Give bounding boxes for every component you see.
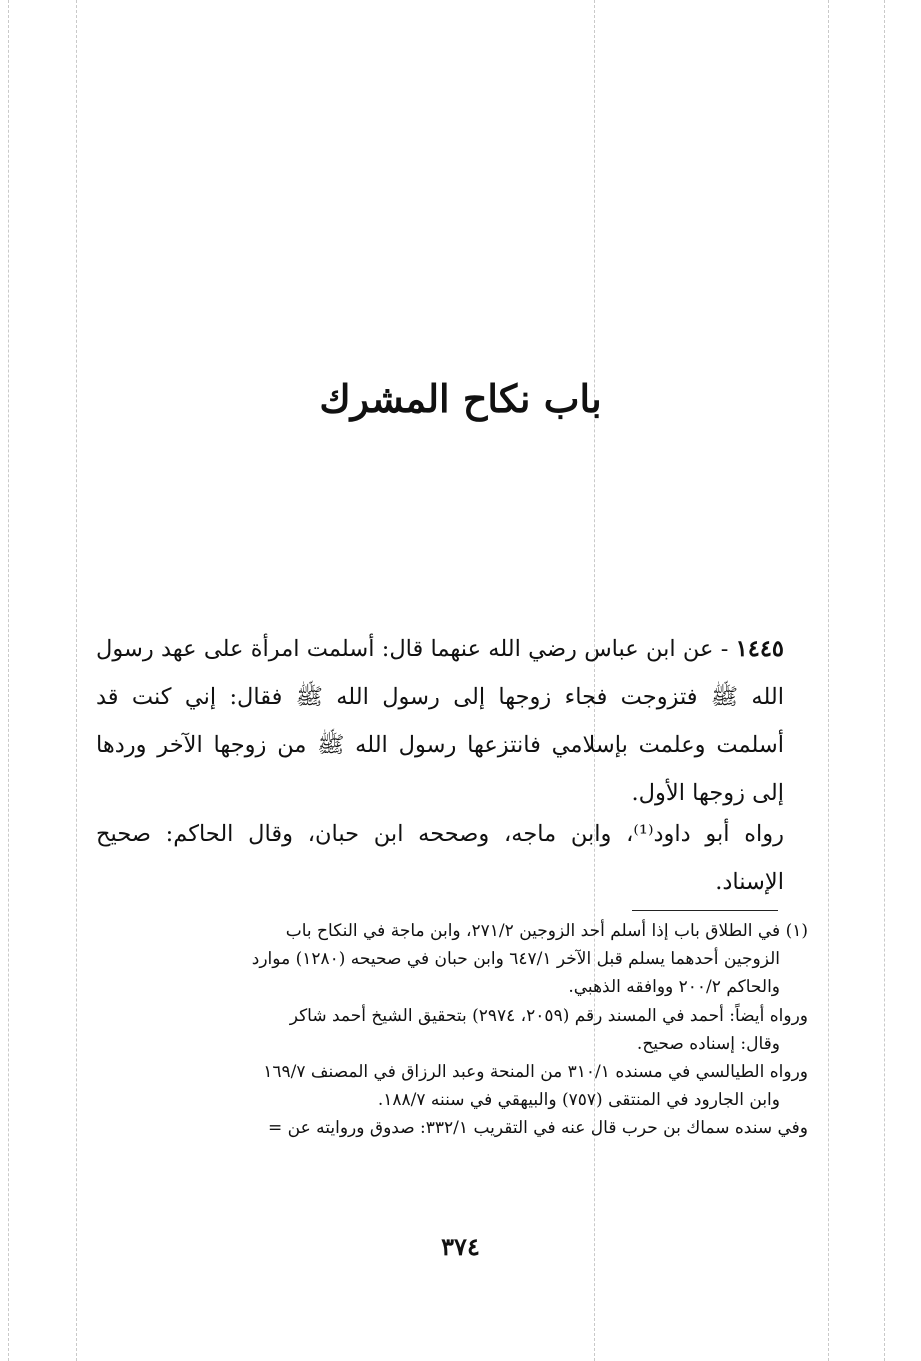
chapter-title: باب نكاح المشرك <box>319 376 602 421</box>
page-number: ٣٧٤ <box>441 1232 480 1261</box>
footnote-line: الزوجين أحدهما يسلم قبل الآخر ٦٤٧/١ وابن حبان في صحيحه (١٢٨٠) موارد <box>251 949 780 970</box>
footnote-line: وقال: إسناده صحيح. <box>636 1033 780 1054</box>
hadith-paragraph <box>96 625 784 817</box>
footnote-line: ورواه أيضاً: أحمد في المسند رقم (٢٠٥٩، ٢٩٧٤) بتحقيق الشيخ أحمد شاكر <box>289 1005 808 1026</box>
footnote-line: والحاكم ٢٠٠/٢ ووافقه الذهبي. <box>568 977 780 998</box>
footnotes <box>92 917 808 1143</box>
footnote-line: (١) في الطلاق باب إذا أسلم أحد الزوجين ٢٧١/٢، وابن ماجة في النكاح باب <box>285 921 808 941</box>
footnote-line: وفي سنده سماك بن حرب قال عنه في التقريب ٣٣٢/١: صدوق وروايته عن = <box>268 1118 808 1139</box>
footnote-line: ورواه الطيالسي في مسنده ٣١٠/١ من المنحة وعبد الرزاق في المصنف ١٦٩/٧ <box>263 1062 808 1083</box>
footnote-divider <box>632 910 778 911</box>
scan-guide-line <box>76 0 77 1361</box>
scan-guide-line <box>884 0 885 1361</box>
scan-guide-line <box>828 0 829 1361</box>
scan-guide-line <box>8 0 9 1361</box>
footnote-line: وابن الجارود في المنتقى (٧٥٧) والبيهقي في سننه ١٨٨/٧. <box>377 1090 780 1111</box>
hadith-sources: رواه أبو داود⁽¹⁾، وابن ماجه، وصححه ابن حبان، وقال الحاكم: صحيح الإسناد. <box>96 821 784 895</box>
hadith-number: ١٤٤٥ <box>735 636 784 662</box>
hadith-text: - عن ابن عباس رضي الله عنهما قال: أسلمت امرأة على عهد رسول الله ﷺ فتزوجت فجاء زوجها إلى رسول الله ﷺ فقال: إني كنت قد أسلمت وعلمت بإسلامي فانتزعها رسول الله ﷺ من زوجها الآخر وردها إلى زوجها الأول. <box>96 636 784 806</box>
